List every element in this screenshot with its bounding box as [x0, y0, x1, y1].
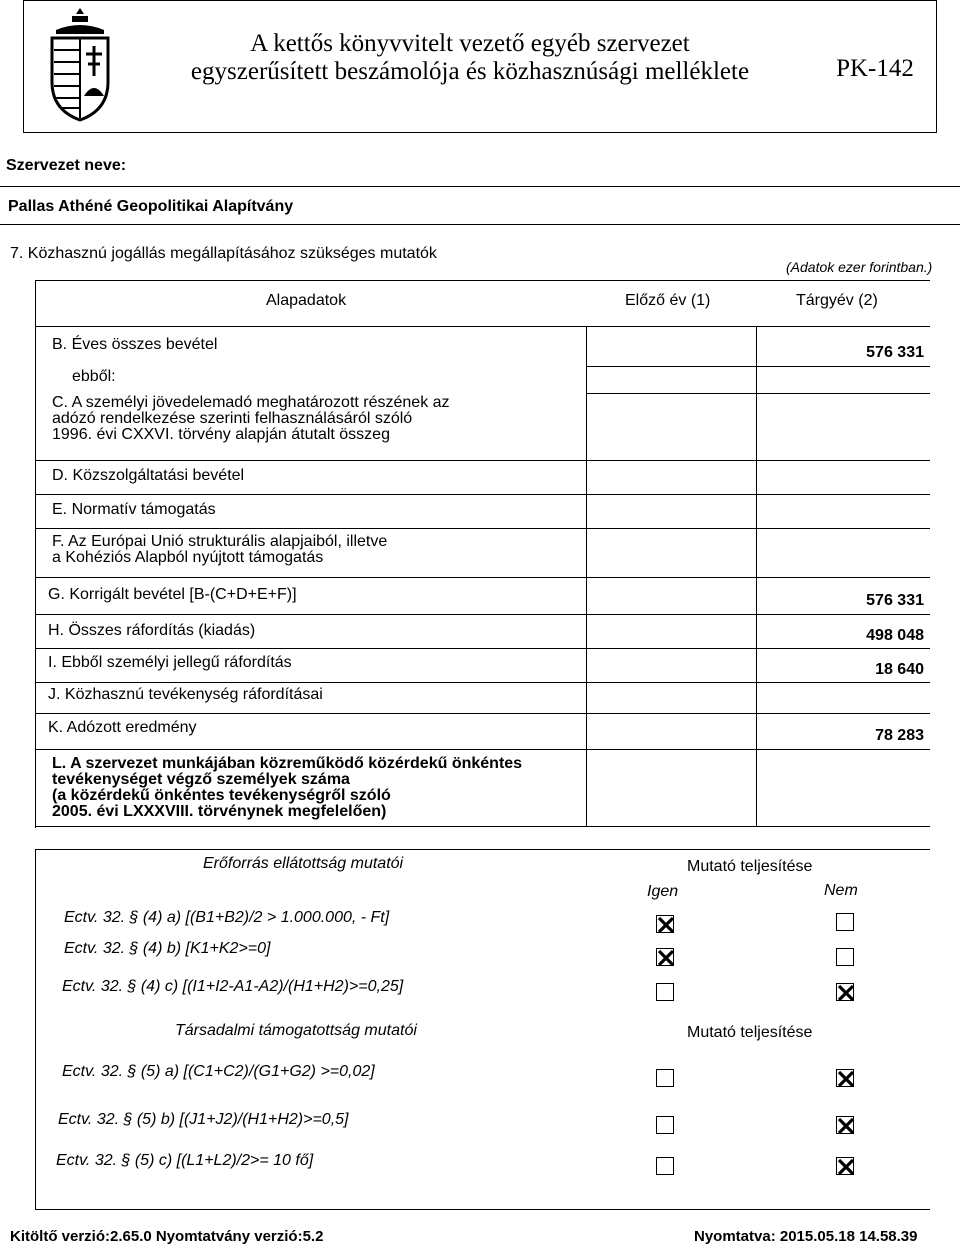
row-h-current: 498 048 [866, 627, 924, 644]
row-divider [35, 614, 930, 615]
row-f-label [52, 534, 387, 566]
col-header-current-year: Tárgyév (2) [796, 292, 878, 309]
row-d-label: D. Közszolgáltatási bevétel [52, 467, 245, 484]
resource-b-no-checkbox[interactable] [836, 948, 854, 966]
row-g-current: 576 331 [866, 592, 924, 609]
yes-label: Igen [647, 883, 679, 900]
row-divider [35, 577, 930, 578]
form-title-line1: A kettős könyvvitelt vezető egyéb szervezet [250, 30, 690, 57]
table-bottom-border [35, 826, 930, 827]
row-k-label: K. Adózott eredmény [48, 719, 197, 736]
resource-indicator-b-label: Ectv. 32. § (4) b) [K1+K2>=0] [64, 940, 271, 957]
resource-b-yes-checkbox[interactable] [656, 948, 674, 966]
form-title-line2: egyszerűsített beszámolója és közhasznúsági melléklete [190, 58, 750, 85]
row-divider [35, 494, 930, 495]
row-divider [35, 460, 930, 461]
row-divider [586, 393, 930, 394]
row-l-line1: L. A szervezet munkájában közreműködő közérdekű önkéntes [52, 755, 523, 772]
table-top-border [35, 280, 930, 281]
social-indicator-c-label: Ectv. 32. § (5) c) [(L1+L2)/2>= 10 fő] [56, 1152, 314, 1169]
resource-c-yes-checkbox[interactable] [656, 983, 674, 1001]
footer-version: Kitöltő verzió:2.65.0 Nyomtatvány verzió:5.2 [10, 1228, 324, 1245]
form-code: PK-142 [836, 55, 914, 82]
resources-heading: Erőforrás ellátottság mutatói [203, 855, 404, 872]
social-c-yes-checkbox[interactable] [656, 1157, 674, 1175]
form-title [130, 30, 810, 86]
resource-a-yes-checkbox[interactable] [656, 915, 674, 933]
resource-a-no-checkbox[interactable] [836, 913, 854, 931]
checked-x-icon [656, 915, 676, 935]
col-header-prev-year: Előző év (1) [625, 292, 711, 309]
social-a-no-checkbox[interactable] [836, 1069, 854, 1087]
row-f-line2: a Kohéziós Alapból nyújtott támogatás [52, 549, 324, 566]
resource-indicator-a-label: Ectv. 32. § (4) a) [(B1+B2)/2 > 1.000.000, - Ft] [64, 909, 390, 926]
row-j-label: J. Közhasznú tevékenység ráfordításai [48, 686, 323, 703]
checked-x-icon [836, 1157, 856, 1177]
section-title: 7. Közhasznú jogállás megállapításához szükséges mutatók [10, 245, 437, 262]
hungarian-coat-of-arms-icon [42, 6, 118, 124]
row-c-line1: C. A személyi jövedelemadó meghatározott részének az [52, 394, 450, 411]
footer-print-date: Nyomtatva: 2015.05.18 14.58.39 [694, 1228, 918, 1245]
social-b-no-checkbox[interactable] [836, 1116, 854, 1134]
social-c-no-checkbox[interactable] [836, 1157, 854, 1175]
row-i-current: 18 640 [875, 661, 924, 678]
row-divider [586, 366, 930, 367]
indicators-left-border [35, 849, 36, 1209]
row-divider [35, 749, 930, 750]
resource-c-no-checkbox[interactable] [836, 983, 854, 1001]
header-row-divider [35, 326, 930, 327]
row-divider [35, 713, 930, 714]
row-b-label: B. Éves összes bevétel [52, 336, 218, 353]
divider [0, 224, 960, 225]
divider [0, 186, 960, 187]
social-indicator-b-label: Ectv. 32. § (5) b) [(J1+J2)/(H1+H2)>=0,5] [58, 1111, 349, 1128]
checked-x-icon [656, 948, 676, 968]
indicators-top-border [35, 849, 930, 850]
org-name-label: Szervezet neve: [6, 157, 127, 174]
row-c-line3: 1996. évi CXXVI. törvény alapján átutalt összeg [52, 426, 390, 443]
row-c-line2: adózó rendelkezése szerinti felhasználásáról szóló [52, 410, 413, 427]
social-a-yes-checkbox[interactable] [656, 1069, 674, 1087]
row-l-line4: 2005. évi LXXXVIII. törvénynek megfelelően) [52, 803, 387, 820]
resource-indicator-c-label: Ectv. 32. § (4) c) [(I1+I2-A1-A2)/(H1+H2)>=0,25] [62, 978, 404, 995]
row-i-label: I. Ebből személyi jellegű ráfordítás [48, 654, 292, 671]
social-indicator-a-label: Ectv. 32. § (5) a) [(C1+C2)/(G1+G2) >=0,02] [62, 1063, 375, 1080]
row-divider [35, 648, 930, 649]
row-divider [35, 682, 930, 683]
row-h-label: H. Összes ráfordítás (kiadás) [48, 622, 256, 639]
col-divider-1 [586, 326, 587, 826]
table-left-border [35, 280, 36, 828]
of-which-label: ebből: [72, 368, 116, 385]
social-b-yes-checkbox[interactable] [656, 1116, 674, 1134]
row-l-line3: (a közérdekű önkéntes tevékenységről szóló [52, 787, 391, 804]
row-b-current: 576 331 [866, 344, 924, 361]
row-divider [35, 528, 930, 529]
row-l-line2: tevékenységet végző személyek száma [52, 771, 350, 788]
row-e-label: E. Normatív támogatás [52, 501, 216, 518]
row-g-label: G. Korrigált bevétel [B-(C+D+E+F)] [48, 586, 297, 603]
social-heading: Társadalmi támogatottság mutatói [175, 1022, 417, 1039]
row-l-label [52, 756, 522, 820]
unit-note: (Adatok ezer forintban.) [786, 259, 933, 275]
checked-x-icon [836, 983, 856, 1003]
org-name-value: Pallas Athéné Geopolitikai Alapítvány [8, 198, 294, 215]
row-f-line1: F. Az Európai Unió strukturális alapjaiból, illetve [52, 533, 388, 550]
checked-x-icon [836, 1116, 856, 1136]
row-c-label [52, 395, 450, 443]
checked-x-icon [836, 1069, 856, 1089]
col-divider-2 [756, 326, 757, 826]
col-header-basic: Alapadatok [266, 292, 347, 309]
no-label: Nem [824, 882, 858, 899]
resources-performance-heading: Mutató teljesítése [687, 858, 813, 875]
social-performance-heading: Mutató teljesítése [687, 1024, 813, 1041]
indicators-bottom-border [35, 1209, 930, 1210]
row-k-current: 78 283 [875, 727, 924, 744]
